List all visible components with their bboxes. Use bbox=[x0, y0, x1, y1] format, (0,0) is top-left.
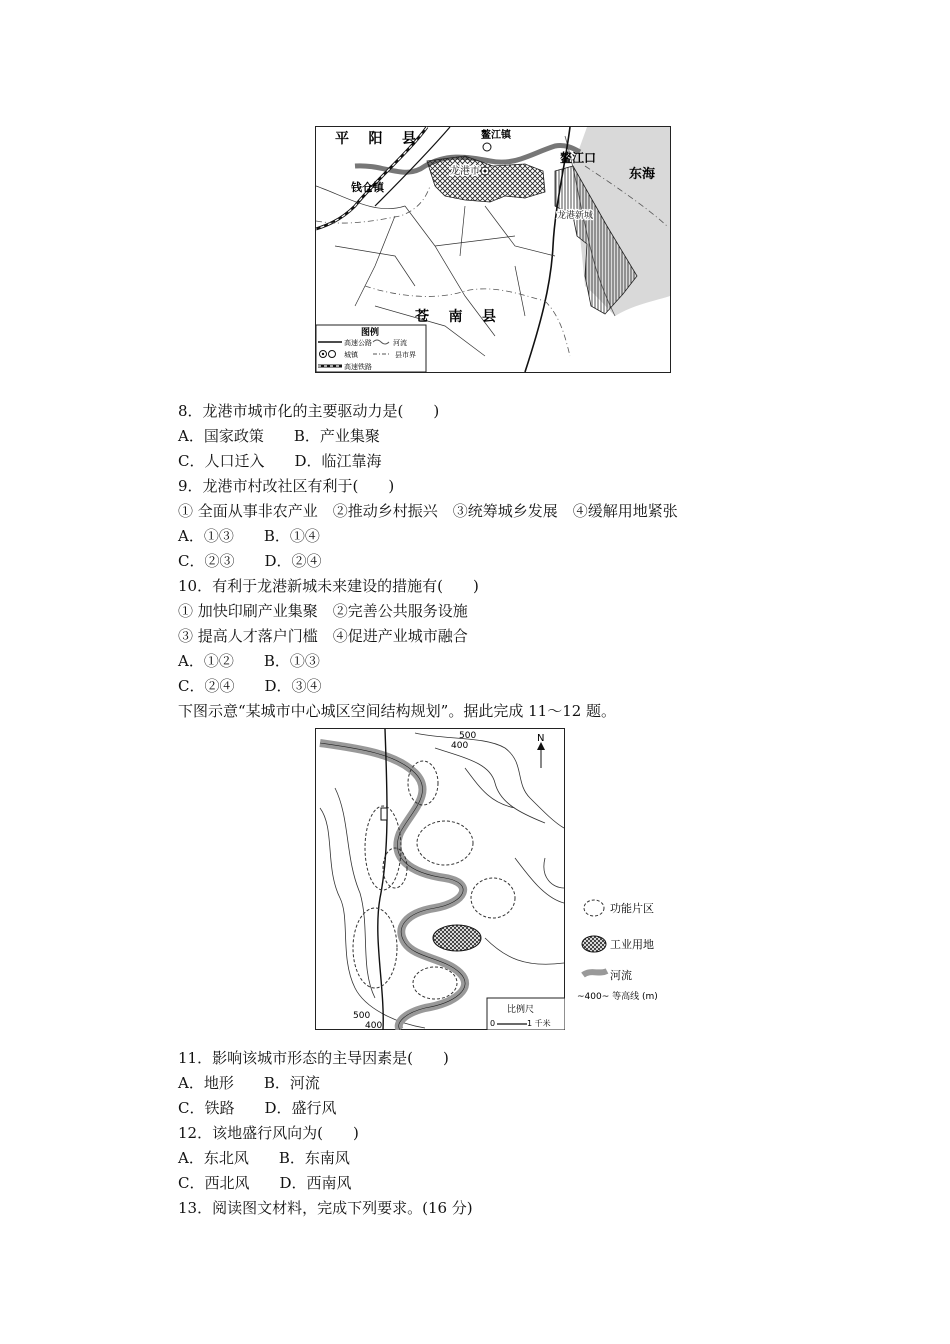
question-10: 10．有利于龙港新城未来建设的措施有( ) bbox=[178, 577, 479, 595]
q10-statements-2: ③ 提高人才落户门槛 ④促进产业城市融合 bbox=[178, 627, 468, 645]
label-donghai: 东海 bbox=[629, 167, 656, 182]
scale-unit: 1 千米 bbox=[527, 1019, 551, 1028]
scale-bar bbox=[487, 998, 565, 1030]
question-9: 9．龙港市村改社区有利于( ) bbox=[178, 477, 395, 495]
contour-500-bottom: 500 bbox=[353, 1011, 371, 1021]
intro-11-12: 下图示意“某城市中心城区空间结构规划”。据此完成 11～12 题。 bbox=[178, 702, 617, 720]
q12-options-ab: A．东北风 B．东南风 bbox=[178, 1149, 350, 1167]
q11-options-cd: C．铁路 D．盛行风 bbox=[178, 1099, 337, 1117]
q12-options-cd: C．西北风 D．西南风 bbox=[178, 1174, 352, 1192]
label-cangnan: 苍 南 县 bbox=[415, 309, 496, 325]
longgang-map bbox=[315, 126, 671, 373]
aojiang-town-marker bbox=[483, 143, 491, 151]
q9-statements: ① 全面从事非农产业 ②推动乡村振兴 ③统筹城乡发展 ④缓解用地紧张 bbox=[178, 502, 678, 520]
label-aojiangkou: 鳌江口 bbox=[560, 151, 597, 165]
legend-industrial-land: 工业用地 bbox=[610, 938, 654, 951]
q10-statements-1: ① 加快印刷产业集聚 ②完善公共服务设施 bbox=[178, 602, 468, 620]
industrial-land bbox=[433, 925, 481, 951]
q9-options-cd: C．②③ D．②④ bbox=[178, 552, 322, 570]
legend-title: 图例 bbox=[361, 328, 380, 338]
legend-town: 城镇 bbox=[344, 351, 358, 359]
q11-options-ab: A．地形 B．河流 bbox=[178, 1074, 320, 1092]
question-13: 13．阅读图文材料，完成下列要求。(16 分) bbox=[178, 1199, 473, 1217]
city-structure-map bbox=[315, 728, 565, 1030]
legend-contour: ~400~ 等高线 (m) bbox=[577, 992, 658, 1002]
q10-options-ab: A．①② B．①③ bbox=[178, 652, 320, 670]
label-qiancang: 钱仓镇 bbox=[351, 181, 384, 194]
question-12: 12．该地盛行风向为( ) bbox=[178, 1124, 359, 1142]
contour-400-top: 400 bbox=[451, 741, 469, 751]
q8-options-cd: C．人口迁入 D．临江靠海 bbox=[178, 452, 382, 470]
question-8: 8．龙港市城市化的主要驱动力是( ) bbox=[178, 402, 440, 420]
contour-500-top: 500 bbox=[459, 731, 477, 741]
q8-options-ab: A．国家政策 B．产业集聚 bbox=[178, 427, 380, 445]
label-pingyang: 平 阳 县 bbox=[335, 131, 416, 147]
q10-options-cd: C．②④ D．③④ bbox=[178, 677, 322, 695]
scale-title: 比例尺 bbox=[507, 1005, 535, 1015]
label-longgang-city: 龙港市 bbox=[450, 166, 480, 177]
contour-400-bottom: 400 bbox=[365, 1021, 383, 1030]
legend-boundary: 县市界 bbox=[395, 351, 416, 359]
legend-functional-zone: 功能片区 bbox=[610, 902, 654, 915]
legend-river2: 河流 bbox=[610, 969, 632, 982]
map2-legend bbox=[577, 895, 687, 1015]
north-label: N bbox=[537, 733, 545, 744]
map1-legend bbox=[316, 325, 426, 372]
legend-river: 河流 bbox=[393, 339, 407, 347]
scale-zero: 0 bbox=[490, 1019, 496, 1028]
legend-highway: 高速公路 bbox=[344, 339, 372, 347]
label-longgang-newcity: 龙港新城 bbox=[557, 211, 594, 221]
question-11: 11．影响该城市形态的主导因素是( ) bbox=[178, 1049, 449, 1067]
legend-railway: 高速铁路 bbox=[344, 363, 372, 371]
label-aojiang-town: 鳌江镇 bbox=[481, 130, 511, 141]
q9-options-ab: A．①③ B．①④ bbox=[178, 527, 320, 545]
